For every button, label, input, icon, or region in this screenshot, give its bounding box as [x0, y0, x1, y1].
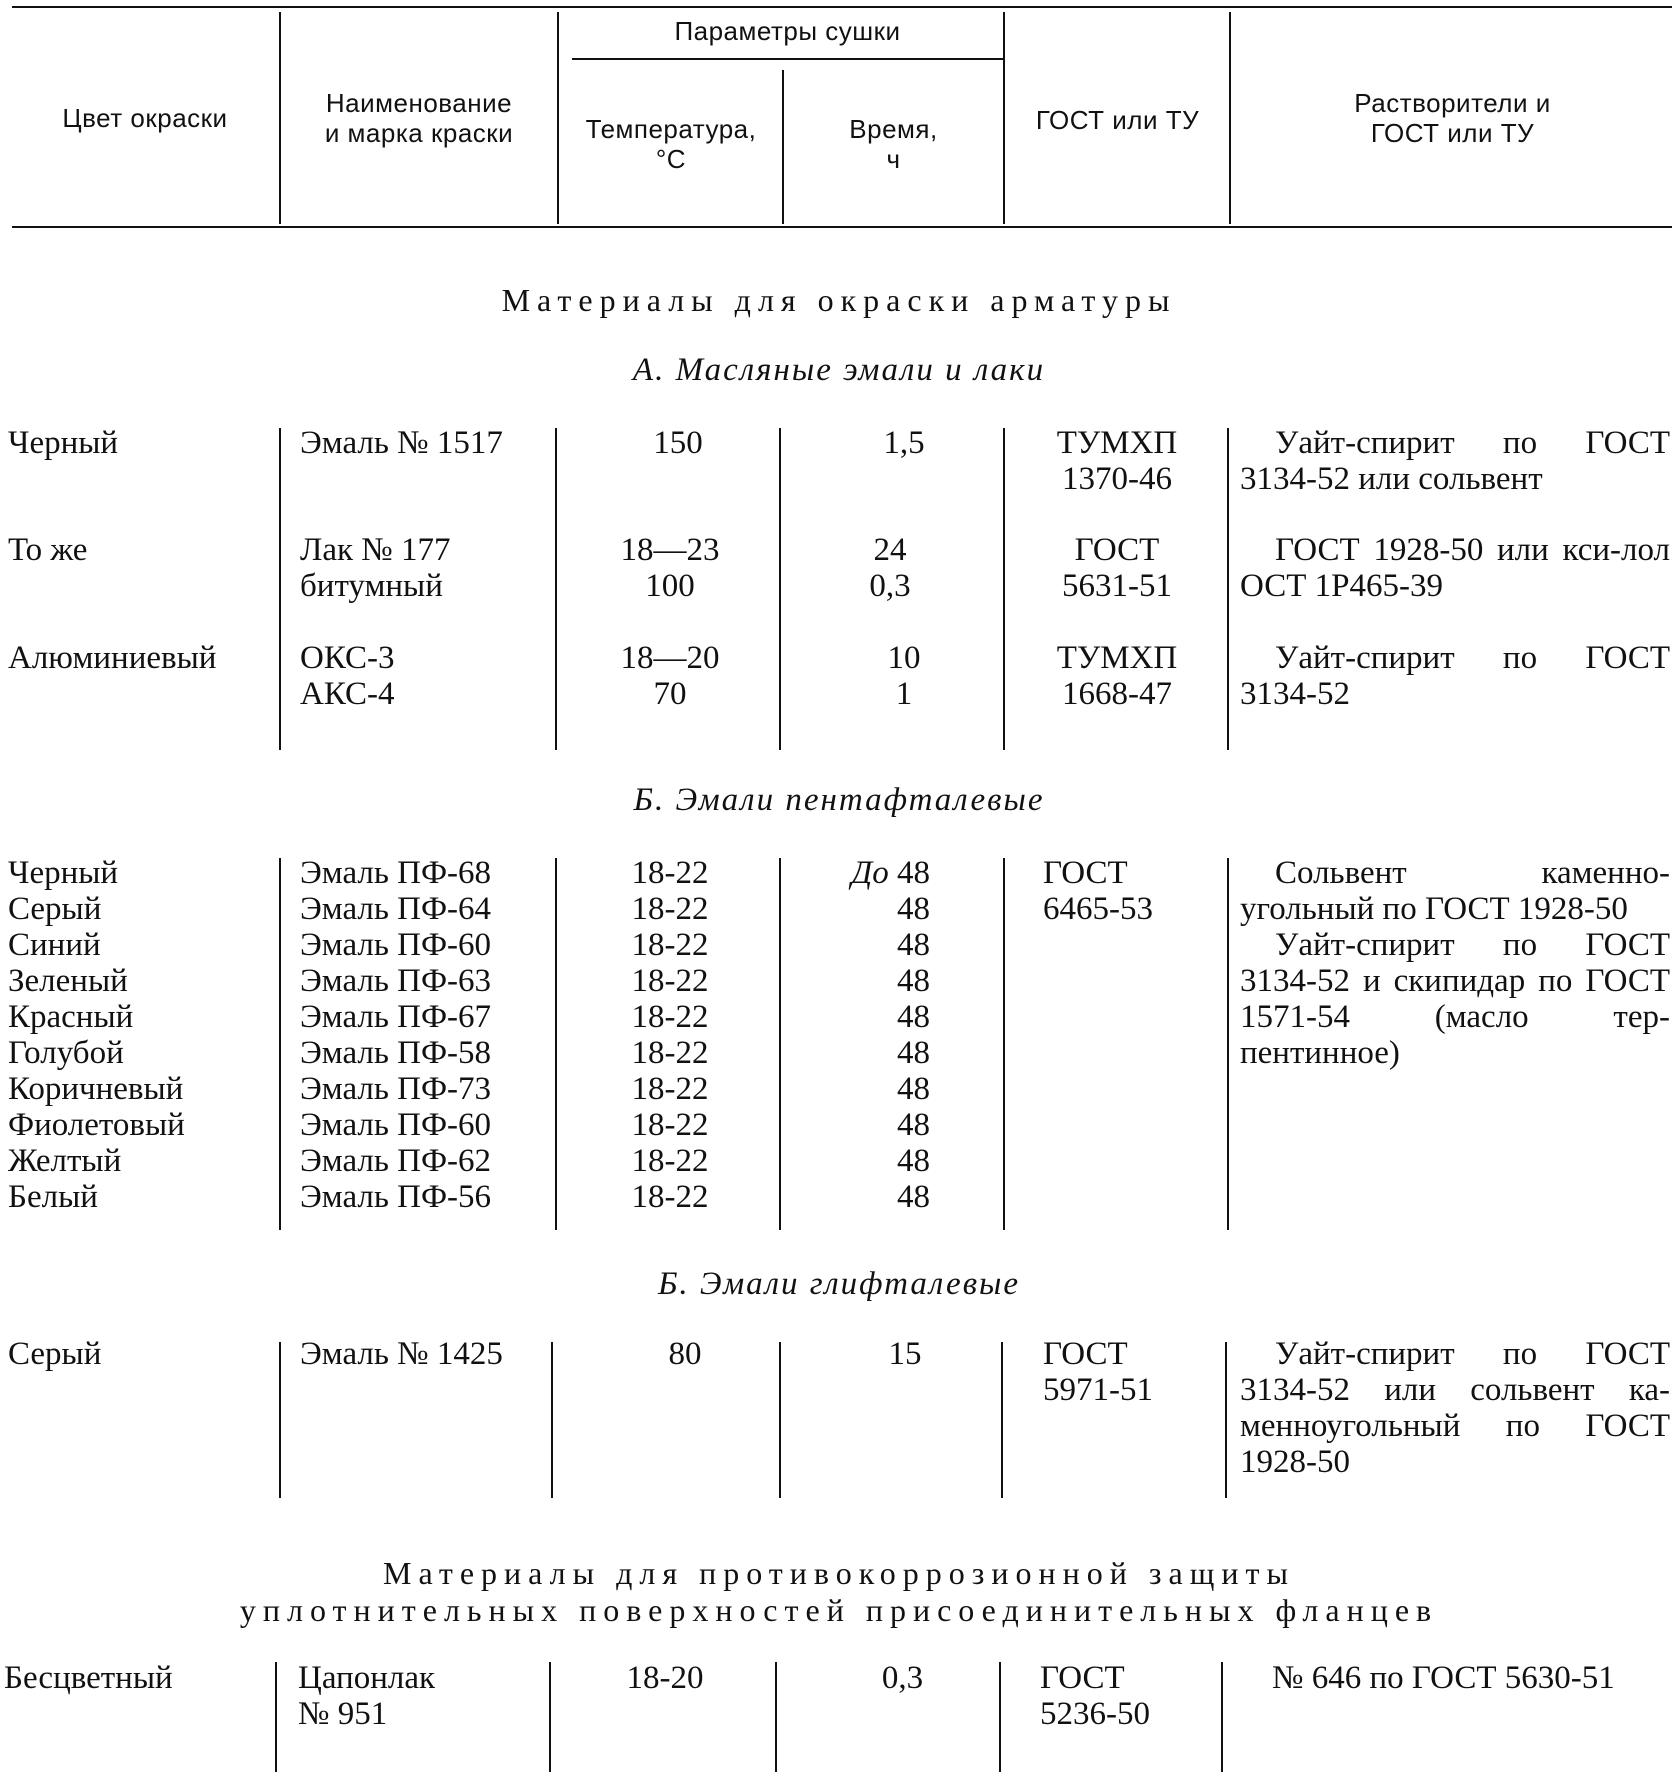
cell-name: Эмаль ПФ-73 [300, 1071, 492, 1107]
column-divider [551, 1342, 553, 1498]
header-divider [782, 70, 784, 224]
cell-time: 48 [897, 1071, 930, 1107]
cell-gost: ГОСТ 5631-51 [1062, 532, 1172, 604]
header-solvents: Растворители и ГОСТ или ТУ [1354, 88, 1551, 148]
header-divider [279, 12, 281, 224]
cell-name: Эмаль ПФ-60 [300, 927, 492, 963]
cell-color: Синий [8, 927, 101, 963]
section-title: Материалы для окраски арматуры [501, 282, 1177, 318]
cell-time: 10 1 [887, 640, 921, 712]
header-gost: ГОСТ или ТУ [1035, 105, 1200, 135]
cell-time: 48 [897, 1179, 930, 1215]
column-divider [775, 1662, 777, 1772]
cell-name: Эмаль № 1517 [300, 425, 503, 461]
column-divider [555, 428, 557, 750]
cell-name: Эмаль ПФ-68 [300, 855, 492, 891]
cell-gost: ГОСТ 5971-51 [1043, 1336, 1153, 1408]
cell-color: Желтый [8, 1143, 122, 1179]
cell-name: Эмаль ПФ-58 [300, 1035, 492, 1071]
cell-time: 48 [897, 1107, 930, 1143]
cell-name: Лак № 177 битумный [300, 532, 451, 604]
cell-temp: 80 [668, 1336, 702, 1372]
cell-name: ОКС-3 АКС-4 [300, 640, 395, 712]
column-divider [1227, 858, 1229, 1230]
cell-name: Эмаль ПФ-62 [300, 1143, 492, 1179]
column-divider [1227, 428, 1229, 750]
cell-temp: 18-22 [631, 1071, 709, 1107]
cell-gost: ГОСТ 6465-53 [1043, 855, 1153, 927]
cell-time: 15 [888, 1336, 922, 1372]
column-divider [279, 428, 281, 750]
cell-temp: 18—20 70 [620, 640, 720, 712]
cell-color: Коричневый [8, 1071, 184, 1107]
cell-temp: 18-20 [626, 1660, 704, 1696]
cell-temp: 18—23 100 [620, 532, 720, 604]
cell-color: Белый [8, 1179, 98, 1215]
cell-time: 48 [897, 1035, 930, 1071]
cell-name: Эмаль ПФ-67 [300, 999, 492, 1035]
cell-temp: 18-22 [631, 1143, 709, 1179]
drying-params-rule [572, 58, 1003, 60]
cell-color: Серый [8, 1336, 102, 1372]
header-divider [557, 12, 559, 224]
column-divider [555, 858, 557, 1230]
cell-gost: ГОСТ 5236-50 [1040, 1660, 1150, 1732]
cell-color: Алюминиевый [8, 640, 217, 676]
header-top-rule [12, 6, 1672, 8]
group-title: Б. Эмали пентафталевые [633, 782, 1045, 818]
cell-temp: 18-22 [631, 891, 709, 927]
cell-temp: 150 [653, 425, 703, 461]
cell-solvent: ГОСТ 1928-50 или кси-лол ОСТ 1Р465-39 [1240, 532, 1670, 604]
column-divider [1003, 858, 1005, 1230]
header-divider [1003, 12, 1005, 224]
column-times [800, 855, 930, 1215]
cell-temp: 18-22 [631, 963, 709, 999]
cell-temp: 18-22 [631, 1107, 709, 1143]
cell-name: Эмаль ПФ-56 [300, 1179, 492, 1215]
cell-color: То же [8, 532, 88, 568]
cell-time: 48 [897, 1143, 930, 1179]
cell-name: Эмаль ПФ-64 [300, 891, 492, 927]
column-divider [549, 1662, 551, 1772]
cell-color: Зеленый [8, 963, 128, 999]
cell-solvent: Уайт-спирит по ГОСТ 3134-52 [1240, 640, 1670, 712]
header-divider [1229, 12, 1231, 224]
column-divider [1225, 1342, 1227, 1498]
cell-color: Бесцветный [4, 1660, 173, 1696]
header-color: Цвет окраски [62, 103, 228, 133]
cell-temp: 18-22 [631, 1179, 709, 1215]
cell-solvent: № 646 по ГОСТ 5630-51 [1272, 1660, 1615, 1696]
cell-solvent: Уайт-спирит по ГОСТ 3134-52 или сольвент [1240, 425, 1670, 497]
cell-time: 1,5 [883, 425, 925, 461]
cell-time: До 48 [851, 855, 930, 891]
cell-color: Серый [8, 891, 102, 927]
section-title-line2: уплотнительных поверхностей присоединительных фланцев [239, 1592, 1439, 1628]
group-title: А. Масляные эмали и лаки [632, 352, 1046, 388]
header-drying: Параметры сушки [674, 16, 901, 46]
cell-time: 48 [897, 891, 930, 927]
cell-name: Цапонлак № 951 [298, 1660, 436, 1732]
cell-solvent: Уайт-спирит по ГОСТ 3134-52 и скипидар по ГОСТ 1571-54 (масло тер-пентинное) [1240, 927, 1670, 1071]
group-title: Б. Эмали глифталевые [657, 1266, 1021, 1302]
column-names [300, 855, 491, 1215]
cell-time: 48 [897, 963, 930, 999]
column-divider [279, 858, 281, 1230]
cell-name: Эмаль № 1425 [300, 1336, 503, 1372]
time-prefix: До [851, 855, 897, 891]
cell-gost: ТУМХП 1668-47 [1056, 640, 1178, 712]
column-divider [279, 1342, 281, 1498]
cell-time: 48 [897, 999, 930, 1035]
header-time: Время, ч [849, 114, 938, 174]
header-temperature: Температура, °С [585, 114, 757, 174]
cell-temp: 18-22 [631, 999, 709, 1035]
cell-color: Черный [8, 425, 119, 461]
cell-temp: 18-22 [631, 1035, 709, 1071]
cell-solvent: Уайт-спирит по ГОСТ 3134-52 или сольвент ка-менноугольный по ГОСТ 1928-50 [1240, 1336, 1670, 1480]
cell-color: Фиолетовый [8, 1107, 185, 1143]
cell-temp: 18-22 [631, 855, 709, 891]
cell-name: Эмаль ПФ-60 [300, 1107, 492, 1143]
column-temps [560, 855, 780, 1215]
cell-color: Красный [8, 999, 134, 1035]
column-colors [8, 855, 185, 1215]
column-divider [275, 1662, 277, 1772]
cell-time: 48 [897, 927, 930, 963]
cell-solvent: Сольвент каменно-угольный по ГОСТ 1928-50 [1240, 855, 1670, 927]
cell-gost: ТУМХП 1370-46 [1056, 425, 1178, 497]
cell-name: Эмаль ПФ-63 [300, 963, 492, 999]
cell-color: Черный [8, 855, 119, 891]
cell-color: Голубой [8, 1035, 124, 1071]
column-divider [1221, 1662, 1223, 1772]
header-bottom-rule [12, 226, 1672, 228]
section-title: Материалы для противокоррозионной защиты [383, 1555, 1295, 1591]
cell-temp: 18-22 [631, 927, 709, 963]
cell-time: 0,3 [881, 1660, 924, 1696]
header-name: Наименование и марка краски [324, 88, 514, 148]
cell-time: 24 0,3 [869, 532, 911, 604]
